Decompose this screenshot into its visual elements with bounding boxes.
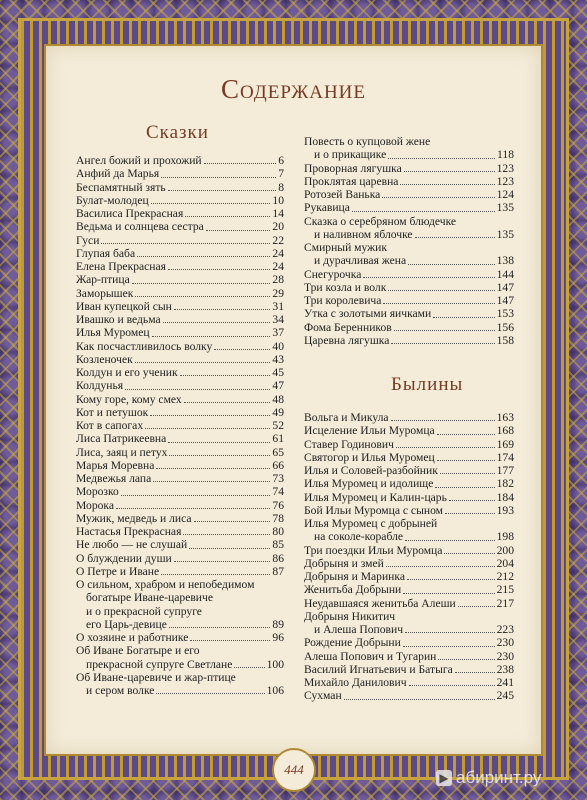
- toc-entry-title: Иван купецкой сын: [76, 299, 172, 313]
- toc-entry: [304, 477, 514, 490]
- toc-entry-line: Добрыня Никитич: [304, 609, 396, 623]
- toc-leader-dots: [135, 361, 271, 363]
- toc-leader-dots: [180, 374, 271, 376]
- toc-entry: [76, 234, 284, 247]
- toc-leader-dots: [214, 348, 270, 350]
- toc-entry-page: 182: [496, 477, 514, 491]
- toc-leader-dots: [206, 229, 271, 231]
- toc-entry: [304, 689, 514, 702]
- toc-entry: [76, 446, 284, 459]
- toc-leader-dots: [116, 507, 270, 509]
- toc-leader-dots: [121, 494, 271, 496]
- toc-entry: [76, 379, 284, 392]
- toc-entry-title: Илья Муромец: [76, 326, 150, 340]
- toc-leader-dots: [169, 626, 271, 628]
- toc-entry: [304, 162, 514, 175]
- toc-entry: [76, 485, 284, 498]
- toc-entry: [76, 419, 284, 432]
- toc-leader-dots: [135, 295, 270, 297]
- toc-entry: [304, 411, 514, 424]
- toc-entry-page: 66: [272, 458, 284, 472]
- toc-leader-dots: [455, 671, 495, 673]
- toc-entry: [304, 268, 514, 281]
- toc-entry-page: 85: [272, 538, 284, 552]
- toc-entry-page: 7: [278, 167, 284, 181]
- toc-entry: [76, 247, 284, 260]
- toc-entry-page: 61: [272, 432, 284, 446]
- contents-page: [44, 44, 543, 756]
- toc-entry-page: 6: [278, 154, 284, 167]
- toc-leader-dots: [152, 335, 271, 337]
- toc-entry-title: Колдунья: [76, 379, 124, 393]
- toc-leader-dots: [161, 573, 270, 575]
- page-title: Содержание: [220, 74, 367, 104]
- toc-leader-dots: [405, 631, 495, 633]
- toc-entry-title: Гуси: [76, 233, 100, 247]
- toc-entry-page: 156: [496, 320, 514, 334]
- toc-entry-page: 230: [496, 649, 514, 663]
- toc-entry: [304, 201, 514, 214]
- toc-entry-line: Сказка о серебряном блюдечке: [304, 214, 457, 228]
- toc-entry-page: 245: [496, 689, 514, 703]
- toc-entry: [76, 366, 284, 379]
- toc-leader-dots: [189, 547, 270, 549]
- toc-entry-page: 14: [272, 207, 284, 220]
- toc-entry-title: Алеша Попович и Тугарин: [304, 649, 437, 663]
- toc-entry-title: Утка с золотыми яичками: [304, 307, 432, 321]
- toc-entry-title: Медвежья лапа: [76, 472, 152, 485]
- toc-leader-dots: [150, 414, 270, 416]
- toc-entry: [76, 340, 284, 353]
- toc-entry-page: 135: [496, 227, 514, 241]
- toc-entry-page: 193: [496, 503, 514, 517]
- toc-entry-line: Смирный мужик: [304, 241, 387, 254]
- toc-entry-page: 37: [272, 326, 284, 340]
- toc-entry-title: Ангел божий и прохожий: [76, 154, 202, 167]
- toc-entry-title: Царевна лягушка: [304, 333, 390, 347]
- toc-entry-title: Снегурочка: [304, 267, 362, 281]
- toc-leader-dots: [458, 605, 495, 607]
- toc-entry: [304, 504, 514, 517]
- toc-entry-title: и сером волке: [86, 684, 155, 697]
- toc-column-left: [76, 154, 284, 697]
- toc-leader-dots: [168, 189, 277, 191]
- toc-entry-page: 34: [272, 313, 284, 326]
- toc-entry: [304, 636, 514, 649]
- toc-entry-page: 138: [496, 254, 514, 268]
- toc-entry-title: Беспамятный зять: [76, 180, 166, 194]
- toc-leader-dots: [449, 499, 495, 501]
- toc-entry-title: и дурачливая жена: [314, 254, 407, 268]
- toc-entry: [76, 631, 284, 644]
- toc-leader-dots: [151, 202, 271, 204]
- toc-entry: [76, 300, 284, 313]
- toc-entry: [304, 544, 514, 557]
- toc-column-right-skazki: [304, 135, 514, 347]
- toc-entry: [304, 491, 514, 504]
- toc-entry-title: Рукавица: [304, 201, 350, 215]
- toc-leader-dots: [234, 666, 264, 668]
- toc-leader-dots: [352, 210, 495, 212]
- toc-column-right-byliny: [304, 411, 514, 703]
- toc-leader-dots: [388, 157, 495, 159]
- toc-entry: [76, 313, 284, 326]
- toc-entry: [304, 188, 514, 201]
- toc-entry-line: Об Иване-царевиче и жар-птице: [76, 670, 236, 684]
- toc-entry: [304, 281, 514, 294]
- toc-entry-title: Марья Моревна: [76, 458, 155, 472]
- toc-entry-line: [76, 618, 284, 631]
- toc-entry: [76, 538, 284, 551]
- toc-entry-title: прекрасной супруге Светлане: [86, 657, 233, 671]
- toc-entry: [304, 334, 514, 347]
- toc-entry: [304, 321, 514, 334]
- toc-leader-dots: [407, 578, 495, 580]
- toc-leader-dots: [435, 486, 494, 488]
- toc-entry-page: 217: [496, 596, 514, 610]
- toc-entry-title: Три козла и волк: [304, 280, 387, 294]
- toc-entry-title: Бой Ильи Муромца с сыном: [304, 503, 443, 517]
- toc-leader-dots: [169, 454, 270, 456]
- toc-entry: [76, 552, 284, 565]
- toc-entry: [304, 583, 514, 596]
- toc-entry: [76, 273, 284, 286]
- toc-entry-title: Рождение Добрыни: [304, 636, 401, 650]
- toc-entry: [304, 650, 514, 663]
- toc-entry-title: и о прикащике: [314, 148, 387, 162]
- toc-entry-page: 184: [496, 490, 514, 504]
- toc-entry-title: Фома Беренников: [304, 320, 392, 334]
- toc-entry-page: 96: [272, 631, 284, 644]
- toc-entry-page: 169: [496, 437, 514, 451]
- toc-entry-title: Илья Муромец и идолище: [304, 477, 434, 491]
- toc-entry-title: Не любо — не слушай: [76, 538, 188, 552]
- toc-entry-page: 177: [496, 464, 514, 477]
- toc-entry-page: 158: [496, 333, 514, 347]
- toc-leader-dots: [132, 282, 271, 284]
- toc-leader-dots: [168, 441, 270, 443]
- toc-entry-title: Василий Игнатьевич и Батыга: [304, 662, 453, 676]
- toc-entry-page: 215: [496, 583, 514, 597]
- toc-leader-dots: [400, 183, 494, 185]
- toc-entry-title: Илья и Соловей-разбойник: [304, 464, 438, 477]
- toc-entry-line: Илья Муромец с добрыней: [304, 517, 438, 530]
- toc-entry-page: 65: [272, 445, 284, 459]
- toc-entry-title: Три королевича: [304, 294, 382, 307]
- toc-entry-title: Ведьма и солнцева сестра: [76, 220, 204, 234]
- toc-entry-title: Михайло Данилович: [304, 676, 407, 689]
- section-heading-skazki: Сказки: [146, 122, 209, 143]
- toc-entry-title: Проклятая царевна: [304, 174, 399, 188]
- toc-leader-dots: [145, 427, 270, 429]
- toc-entry-line: [304, 254, 514, 267]
- section-heading-byliny: Былины: [391, 374, 464, 395]
- toc-entry: [76, 154, 284, 167]
- toc-leader-dots: [444, 552, 494, 554]
- toc-entry-page: 80: [272, 525, 284, 538]
- toc-entry-title: О блуждении души: [76, 551, 172, 565]
- toc-entry: [304, 451, 514, 464]
- toc-entry-title: Анфий да Марья: [76, 167, 160, 181]
- toc-leader-dots: [183, 533, 270, 535]
- toc-entry-page: 89: [272, 617, 284, 631]
- toc-leader-dots: [383, 302, 494, 304]
- toc-leader-dots: [125, 388, 270, 390]
- toc-entry-title: Булат-молодец: [76, 193, 149, 207]
- toc-entry-title: Жар-птица: [76, 273, 130, 287]
- toc-leader-dots: [445, 512, 495, 514]
- toc-leader-dots: [185, 215, 270, 217]
- toc-entry: [76, 287, 284, 300]
- toc-entry-title: Женитьба Добрыни: [304, 583, 402, 597]
- toc-entry: [76, 167, 284, 180]
- toc-entry-title: Три поездки Ильи Муромца: [304, 543, 443, 557]
- toc-entry: [304, 175, 514, 188]
- toc-entry-title: и Алеша Попович: [314, 623, 404, 636]
- toc-entry-line: [304, 148, 514, 161]
- toc-entry-page: 43: [272, 352, 284, 366]
- toc-entry-page: 31: [272, 299, 284, 313]
- toc-entry-page: 52: [272, 419, 284, 432]
- toc-entry-title: его Царь-девице: [86, 617, 167, 631]
- toc-entry-page: 118: [497, 148, 514, 162]
- toc-entry-title: Лиса, заяц и петух: [76, 445, 168, 459]
- toc-leader-dots: [204, 162, 277, 164]
- toc-entry: [76, 459, 284, 472]
- toc-entry: [304, 557, 514, 570]
- toc-entry-page: 76: [272, 498, 284, 512]
- toc-entry-title: Василиса Прекрасная: [76, 207, 184, 220]
- toc-entry-title: Ротозей Ванька: [304, 188, 381, 201]
- toc-leader-dots: [174, 308, 271, 310]
- toc-entry-page: 230: [496, 636, 514, 650]
- toc-leader-dots: [405, 539, 495, 541]
- toc-entry: [76, 432, 284, 445]
- toc-entry: [76, 512, 284, 525]
- toc-leader-dots: [440, 472, 495, 474]
- toc-entry-page: 22: [272, 233, 284, 247]
- toc-entry-line: Об Иване Богатыре и его: [76, 644, 200, 658]
- toc-leader-dots: [391, 342, 494, 344]
- toc-entry-line: [304, 530, 514, 543]
- toc-entry-title: Морока: [76, 498, 115, 512]
- toc-entry: [76, 207, 284, 220]
- toc-leader-dots: [438, 658, 494, 660]
- toc-entry-page: 106: [266, 684, 284, 697]
- toc-entry-line: [304, 623, 514, 636]
- toc-entry-line: [304, 228, 514, 241]
- toc-entry-line: богатыре Иване-царевиче: [86, 591, 213, 605]
- toc-leader-dots: [184, 401, 271, 403]
- toc-entry-page: 144: [496, 267, 514, 281]
- toc-leader-dots: [344, 698, 495, 700]
- toc-entry-page: 123: [496, 161, 514, 175]
- toc-entry-page: 48: [272, 392, 284, 406]
- watermark-text: абиринт.ру: [456, 768, 542, 787]
- toc-leader-dots: [137, 255, 270, 257]
- toc-leader-dots: [386, 565, 495, 567]
- toc-leader-dots: [174, 560, 271, 562]
- toc-entry-title: Кот в сапогах: [76, 419, 144, 432]
- toc-entry-page: 45: [272, 366, 284, 379]
- page-number: 444: [272, 748, 316, 792]
- toc-entry-title: Козленочек: [76, 352, 133, 366]
- toc-entry-page: 223: [496, 623, 514, 636]
- toc-entry: [76, 499, 284, 512]
- toc-entry-title: Ивашко и ведьма: [76, 313, 161, 326]
- toc-entry: [76, 565, 284, 578]
- toc-entry: [304, 307, 514, 320]
- toc-leader-dots: [190, 639, 270, 641]
- toc-entry-page: 200: [496, 543, 514, 557]
- toc-entry: [76, 181, 284, 194]
- toc-leader-dots: [433, 316, 494, 318]
- toc-entry: [76, 194, 284, 207]
- toc-entry-page: 24: [272, 246, 284, 260]
- toc-entry: [304, 438, 514, 451]
- toc-entry-page: 78: [272, 511, 284, 525]
- toc-entry-title: Неудавшаяся женитьба Алеши: [304, 596, 456, 610]
- toc-entry: [76, 406, 284, 419]
- toc-leader-dots: [391, 419, 495, 421]
- toc-entry: [76, 353, 284, 366]
- toc-entry-page: 123: [496, 174, 514, 188]
- toc-leader-dots: [161, 176, 276, 178]
- toc-entry-page: 24: [272, 260, 284, 273]
- toc-entry-line: [76, 684, 284, 697]
- toc-entry: [304, 663, 514, 676]
- toc-entry-title: Морозко: [76, 485, 119, 499]
- toc-leader-dots: [194, 520, 271, 522]
- toc-entry: [304, 570, 514, 583]
- toc-entry-page: 204: [496, 556, 514, 570]
- toc-entry-page: 87: [272, 564, 284, 578]
- toc-entry-page: 47: [272, 379, 284, 393]
- toc-entry-title: Вольга и Микула: [304, 411, 389, 424]
- toc-entry: [304, 424, 514, 437]
- toc-entry-page: 40: [272, 339, 284, 353]
- toc-entry-page: 74: [272, 485, 284, 499]
- toc-entry-line: Повесть о купцовой жене: [304, 135, 431, 148]
- watermark: [436, 768, 541, 788]
- toc-entry-page: 86: [272, 551, 284, 565]
- toc-entry-title: Сухман: [304, 689, 342, 703]
- toc-entry-page: 29: [272, 286, 284, 300]
- toc-entry-title: О Петре и Иване: [76, 564, 160, 578]
- toc-entry-title: Исцеление Ильи Муромца: [304, 424, 435, 438]
- toc-entry-page: 135: [496, 201, 514, 215]
- toc-leader-dots: [363, 276, 494, 278]
- toc-leader-dots: [415, 236, 495, 238]
- toc-entry-title: Настасья Прекрасная: [76, 525, 182, 538]
- toc-entry-page: 8: [278, 180, 284, 194]
- toc-entry-title: Ставер Годинович: [304, 437, 394, 451]
- toc-entry: [304, 294, 514, 307]
- toc-leader-dots: [382, 196, 494, 198]
- toc-leader-dots: [156, 692, 264, 694]
- toc-entry-page: 212: [496, 570, 514, 583]
- toc-entry-title: Как посчастливилось волку: [76, 339, 213, 353]
- toc-entry-title: Глупая баба: [76, 246, 136, 260]
- toc-entry-title: Кому горе, кому смех: [76, 392, 182, 406]
- toc-leader-dots: [101, 242, 270, 244]
- toc-entry: [304, 676, 514, 689]
- toc-leader-dots: [403, 592, 494, 594]
- toc-entry-page: 241: [496, 676, 514, 689]
- toc-entry: [76, 472, 284, 485]
- toc-entry-title: Елена Прекрасная: [76, 260, 166, 273]
- toc-leader-dots: [153, 480, 270, 482]
- toc-entry-title: Проворная лягушка: [304, 161, 402, 175]
- toc-leader-dots: [156, 467, 270, 469]
- toc-entry-page: 174: [496, 450, 514, 464]
- toc-leader-dots: [437, 459, 495, 461]
- toc-entry-page: 153: [496, 307, 514, 321]
- toc-entry-title: Святогор и Илья Муромец: [304, 450, 435, 464]
- toc-entry-line: и о прекрасной супруге: [86, 604, 202, 618]
- toc-entry-page: 28: [272, 273, 284, 287]
- toc-leader-dots: [396, 446, 495, 448]
- toc-entry-page: 147: [496, 280, 514, 294]
- toc-entry: [76, 393, 284, 406]
- toc-entry: [76, 260, 284, 273]
- toc-entry-title: Лиса Патрикеевна: [76, 432, 167, 446]
- toc-entry: [304, 597, 514, 610]
- toc-entry-page: 20: [272, 220, 284, 234]
- toc-leader-dots: [403, 645, 495, 647]
- toc-leader-dots: [408, 263, 494, 265]
- toc-entry-title: Добрыня и Маринка: [304, 570, 405, 583]
- toc-entry-title: Илья Муромец и Калин-царь: [304, 490, 447, 504]
- toc-entry-page: 124: [496, 188, 514, 201]
- toc-entry-page: 168: [496, 424, 514, 438]
- toc-entry-title: Заморышек: [76, 286, 134, 300]
- toc-entry-title: Кот и петушок: [76, 405, 149, 419]
- toc-entry: [76, 220, 284, 233]
- toc-entry-page: 163: [496, 411, 514, 424]
- toc-entry-title: О хозяине и работнике: [76, 631, 189, 644]
- toc-leader-dots: [163, 321, 271, 323]
- toc-entry-page: 73: [272, 472, 284, 485]
- toc-leader-dots: [388, 289, 494, 291]
- toc-entry: [76, 525, 284, 538]
- toc-entry-page: 49: [272, 405, 284, 419]
- labirint-logo-icon: ▶: [436, 770, 452, 786]
- toc-entry: [76, 326, 284, 339]
- toc-entry-page: 147: [496, 294, 514, 307]
- toc-leader-dots: [437, 433, 495, 435]
- toc-entry-page: 10: [272, 193, 284, 207]
- toc-entry-page: 198: [496, 530, 514, 544]
- toc-entry-line: О сильном, храбром и непобедимом: [76, 578, 255, 591]
- toc-entry-page: 100: [266, 657, 284, 671]
- toc-leader-dots: [168, 268, 270, 270]
- toc-entry-title: и наливном яблочке: [314, 227, 413, 241]
- toc-entry-page: 238: [496, 662, 514, 676]
- toc-entry-line: [76, 658, 284, 671]
- toc-entry-title: Колдун и его ученик: [76, 366, 178, 379]
- toc-entry-title: на соколе-корабле: [314, 530, 403, 544]
- toc-entry: [304, 464, 514, 477]
- toc-entry-title: Добрыня и змей: [304, 556, 384, 570]
- toc-entry-title: Мужик, медведь и лиса: [76, 511, 192, 525]
- toc-leader-dots: [409, 684, 495, 686]
- toc-leader-dots: [394, 329, 495, 331]
- toc-leader-dots: [404, 170, 495, 172]
